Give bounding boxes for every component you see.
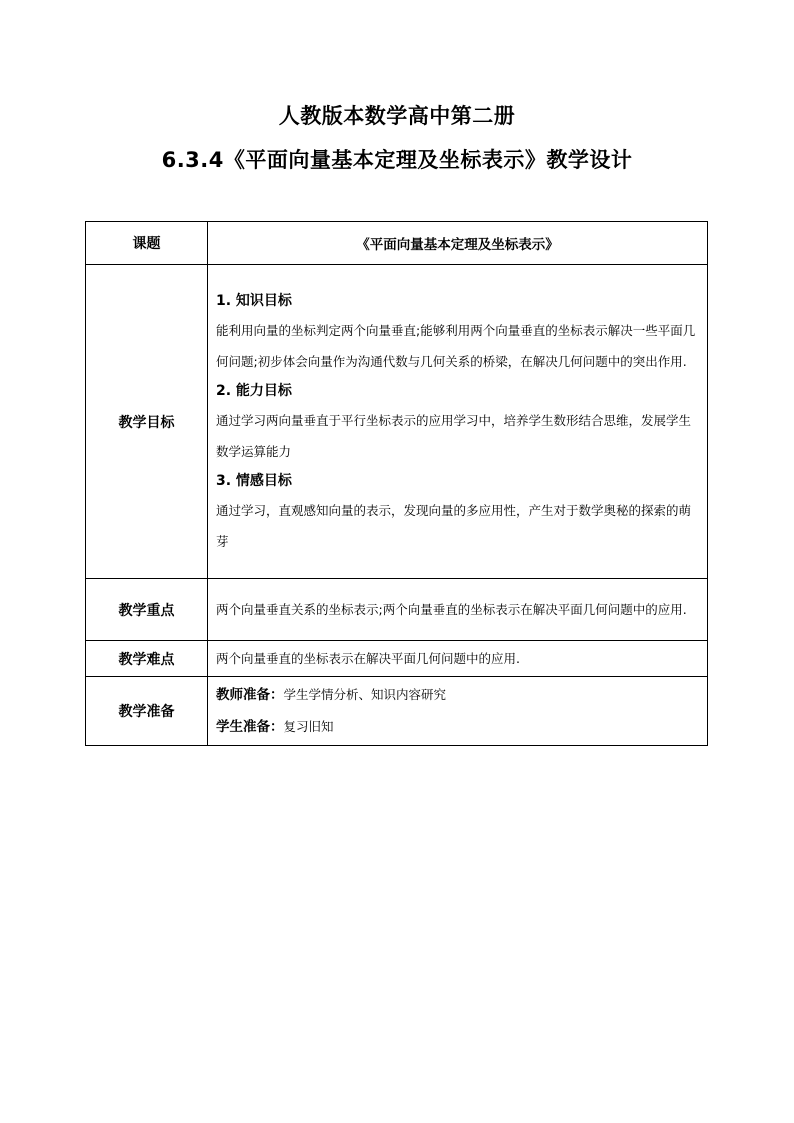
teacher-prep-value: 学生学情分析、知识内容研究 [283,687,447,702]
goal-text-knowledge: 能利用向量的坐标判定两个向量垂直;能够利用两个向量垂直的坐标表示解决一些平面几何问题;初步体会向量作为沟通代数与几何关系的桥梁，在解决几何问题中的突出作用. [216,322,696,369]
goal-heading-knowledge: 1. 知识目标 [216,292,292,309]
goal-heading-emotion: 3. 情感目标 [216,472,292,489]
label-difficulty: 教学难点 [86,641,208,677]
table-row-preparation [86,677,708,746]
student-prep-value: 复习旧知 [283,719,334,734]
goal-text-emotion: 通过学习，直观感知向量的表示，发现向量的多应用性，产生对于数学奥秘的探索的萌芽 [216,502,692,549]
document-title: 人教版本数学高中第二册 [278,104,516,128]
goal-text-ability: 通过学习两向量垂直于平行坐标表示的应用学习中，培养学生数形结合思维，发展学生数学运算能力 [216,412,692,459]
goal-heading-ability: 2. 能力目标 [216,382,292,399]
label-topic: 课题 [86,222,208,265]
table-row-key-points [86,579,708,641]
value-topic: 《平面向量基本定理及坐标表示》 [208,222,708,265]
table-row-goals [86,265,708,579]
table-row-topic [86,222,708,265]
table-row-difficulty [86,641,708,677]
value-goals [208,265,708,579]
value-difficulty: 两个向量垂直的坐标表示在解决平面几何问题中的应用. [208,641,708,677]
value-preparation [208,677,708,746]
label-goals: 教学目标 [86,265,208,579]
teacher-prep-label: 教师准备： [216,687,284,703]
value-key-points: 两个向量垂直关系的坐标表示;两个向量垂直的坐标表示在解决平面几何问题中的应用. [208,579,708,641]
label-key-points: 教学重点 [86,579,208,641]
label-preparation: 教学准备 [86,677,208,746]
document-subtitle: 6.3.4《平面向量基本定理及坐标表示》教学设计 [161,148,633,172]
student-prep-label: 学生准备： [216,719,284,735]
lesson-plan-table [85,221,708,746]
